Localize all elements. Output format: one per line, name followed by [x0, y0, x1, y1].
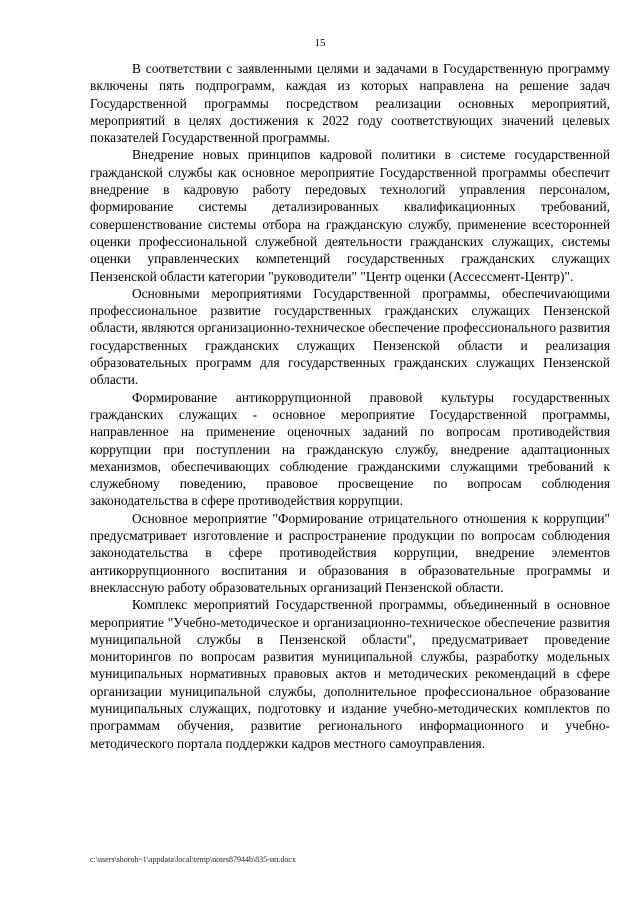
paragraph-professional-development: Основными мероприятиями Государственной программы, обеспечиvающими профессиональное развитие государственных гражданских служащих Пензенской области, являются организационно-техническое обеспечение профессионального развития государственных гражданских служащих Пензенской области и реализация образовательных программ для государственных гражданских служащих Пензенской области.: [90, 285, 610, 388]
page-number: 15: [314, 37, 326, 49]
paragraph-municipal-service: Комплекс мероприятий Государственной программы, объединенный в основное мероприятие "Учебно-методическое и организационно-техническое обеспечение развития муниципальной службы в Пензенской области", предусматривает проведение мониторингов по вопросам развития муниципальной службы, разработку модельных муниципальных нормативных правовых актов и методических рекомендаций в сфере организации муниципальной службы, дополнительное профессиональное образование муниципальных служащих, подготовку и издание учебно-методических комплектов по программам обучения, развитие регионального информационного и учебно-методического портала поддержки кадров местного самоуправления.: [90, 597, 610, 751]
paragraph-personnel-policy: Внедрение новых принципов кадровой политики в системе государственной гражданской службы как основное мероприятие Государственной программы обеспечит внедрение в кадровую работу передовых технологий управления персоналом, формирование системы детализированных квалификационных требований, совершенствование системы отбора на гражданскую службу, применение всесторонней оценки профессиональной служебной деятельности гражданских служащих, системы оценки управленческих компетенций государственных гражданских служащих Пензенской области категории "руководители" "Центр оценки (Ассессмент-Центр)".: [90, 147, 610, 284]
paragraph-negative-attitude: Основное мероприятие "Формирование отрицательного отношения к коррупции" предусматривает изготовление и распространение продукции по вопросам соблюдения законодательства в сфере противодействия коррупции, внедрение элементов антикоррупционного воспитания и образования в образовательные программы и внеклассную работу образовательных организаций Пензенской области.: [90, 510, 610, 595]
footer-file-path: c:\users\shoroh~1\appdata\local\temp\notes87944b\835-ип.docx: [90, 855, 296, 864]
paragraph-anticorruption-culture: Формирование антикоррупционной правовой культуры государственных гражданских служащих - основное мероприятие Государственной программы, направленное на применение оценочных заданий по вопросам противодействия коррупции при поступлении на гражданскую службу, внедрение адаптационных механизмов, обеспечивающих соблюдение гражданскими служащими требований к служебному поведению, правовое просвещение по вопросам соблюдения законодательства в сфере противодействия коррупции.: [90, 389, 610, 509]
document-body: [90, 60, 610, 752]
paragraph-subprograms: В соответствии с заявленными целями и задачами в Государственную программу включены пять подпрограмм, каждая из которых направлена на решение задач Государственной программы посредством реализации основных мероприятий, мероприятий в целях достижения к 2022 году соответствующих значений целевых показателей Государственной программы.: [90, 61, 610, 146]
